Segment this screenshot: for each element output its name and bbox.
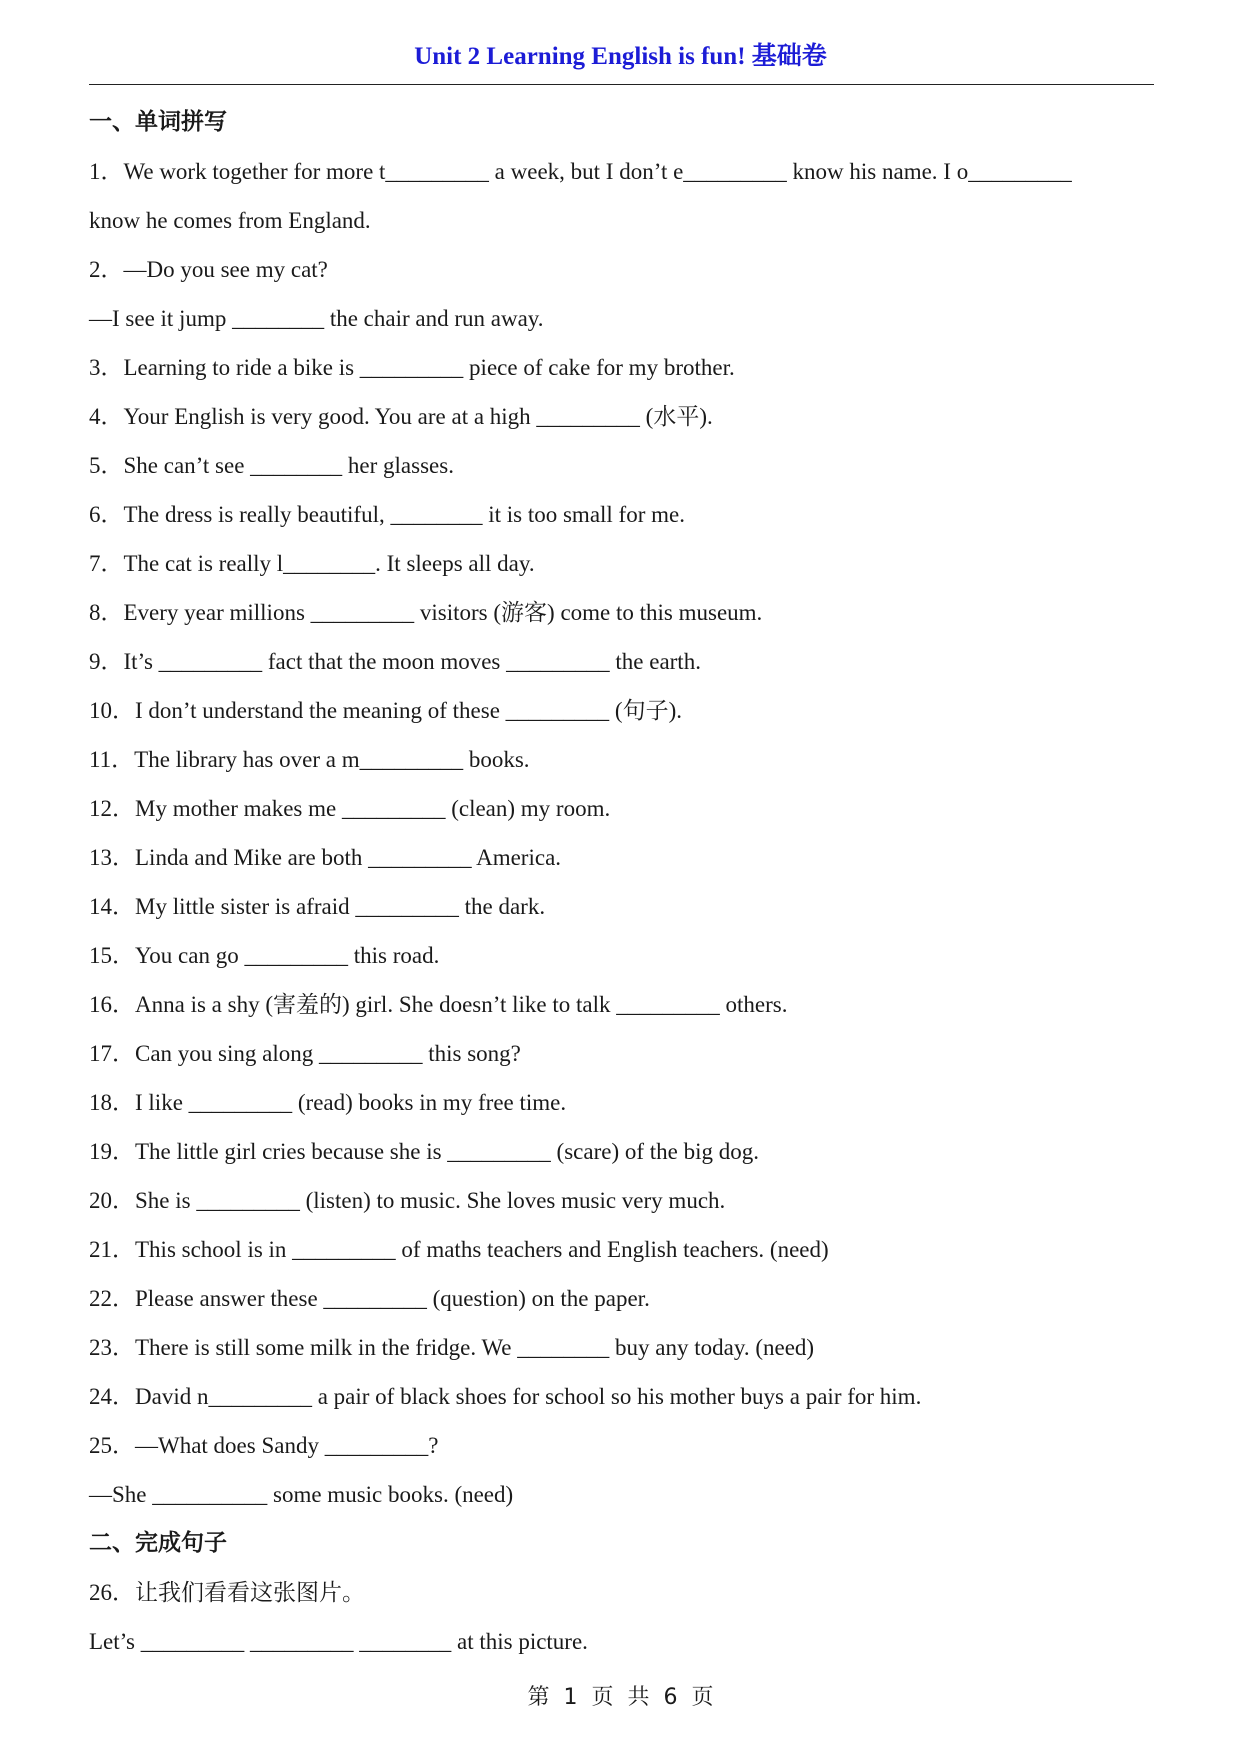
question-line: 10．I don’t understand the meaning of these _________ (句子). — [89, 698, 682, 723]
title-divider — [89, 84, 1154, 85]
question-line: 13．Linda and Mike are both _________ America. — [89, 845, 562, 870]
question-line: 14．My little sister is afraid _________ the dark. — [89, 894, 546, 919]
question-line: 17．Can you sing along _________ this song? — [89, 1041, 521, 1066]
question-line: 16．Anna is a shy (害羞的) girl. She doesn’t like to talk _________ others. — [89, 992, 788, 1017]
question-line: 23．There is still some milk in the fridge. We ________ buy any today. (need) — [89, 1335, 815, 1360]
question-line: 6．The dress is really beautiful, ________ it is too small for me. — [89, 502, 685, 527]
question-line: 2．—Do you see my cat? — [89, 257, 328, 282]
question-line: 4．Your English is very good. You are at a high _________ (水平). — [89, 404, 713, 429]
worksheet-content — [89, 98, 1154, 1666]
question-line: 8．Every year millions _________ visitors (游客) come to this museum. — [89, 600, 763, 625]
page-number: 第 1 页 共 6 页 — [527, 1685, 714, 1710]
question-line: 7．The cat is really l________. It sleeps all day. — [89, 551, 535, 576]
question-line: —I see it jump ________ the chair and run away. — [89, 306, 544, 331]
section-heading-complete-sentences: 二、完成句子 — [89, 1530, 227, 1556]
question-line: 1．We work together for more t_________ a week, but I don’t e_________ know his name. I o_________ — [89, 159, 1072, 184]
question-line: 3．Learning to ride a bike is _________ piece of cake for my brother. — [89, 355, 735, 380]
question-line: 5．She can’t see ________ her glasses. — [89, 453, 454, 478]
question-line: 9．It’s _________ fact that the moon moves _________ the earth. — [89, 649, 701, 674]
question-line: 12．My mother makes me _________ (clean) my room. — [89, 796, 611, 821]
question-line: 20．She is _________ (listen) to music. She loves music very much. — [89, 1188, 726, 1213]
question-line: 22．Please answer these _________ (question) on the paper. — [89, 1286, 650, 1311]
question-line: Let’s _________ _________ ________ at this picture. — [89, 1629, 588, 1654]
section-heading-spelling: 一、单词拼写 — [89, 109, 227, 135]
question-line: 11．The library has over a m_________ books. — [89, 747, 530, 772]
question-line: 19．The little girl cries because she is _________ (scare) of the big dog. — [89, 1139, 760, 1164]
question-line: 26．让我们看看这张图片。 — [89, 1580, 365, 1605]
question-line: 15．You can go _________ this road. — [89, 943, 440, 968]
question-line: 24．David n_________ a pair of black shoes for school so his mother buys a pair for him. — [89, 1384, 922, 1409]
question-line: 18．I like _________ (read) books in my free time. — [89, 1090, 567, 1115]
question-line: —She __________ some music books. (need) — [89, 1482, 514, 1507]
question-line: 25．—What does Sandy _________? — [89, 1433, 439, 1458]
page-title: Unit 2 Learning English is fun! 基础卷 — [414, 43, 827, 70]
question-line: 21．This school is in _________ of maths teachers and English teachers. (need) — [89, 1237, 829, 1262]
question-line: know he comes from England. — [89, 208, 371, 233]
